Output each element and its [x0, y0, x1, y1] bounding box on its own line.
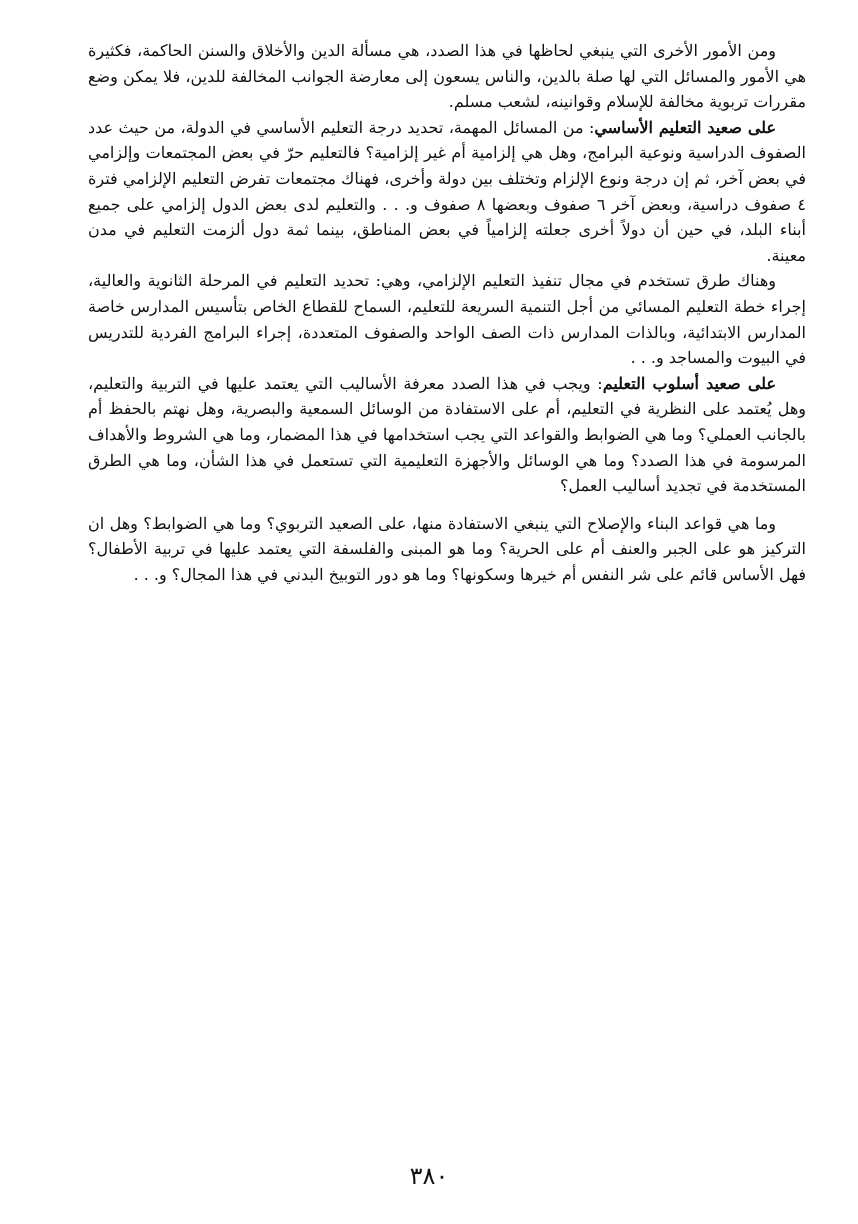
paragraph-basic-education	[88, 115, 806, 269]
paragraph-body-text: ومن الأمور الأخرى التي ينبغي لحاظها في هذا الصدد، هي مسألة الدين والأخلاق والسنن الحاكمة، فكثيرة هي الأمور والمسائل التي لها صلة بالدين، والناس يسعون إلى معارضة الجوانب المخالفة للدين، فلا يمكن وضع مقررات تربوية مخالفة للإسلام وقوانينه، لشعب مسلم.	[88, 41, 806, 112]
paragraph-lead-heading: على صعيد أسلوب التعليم	[602, 373, 777, 393]
paragraph-religion-ethics	[88, 38, 806, 115]
paragraph-body-text: : من المسائل المهمة، تحديد درجة التعليم الأساسي في الدولة، من حيث عدد الصفوف الدراسية ونوعية البرامج، وهل هي إلزامية أم غير إلزامية؟ فالتعليم حرّ في بعض المجتمعات وإلزامي في بعض آخر، ثم إن درجة ونوع الإلزام وتختلف بين دولة وأخرى، فهناك مجتمعات تفرض التعليم الإلزامي فترة ٤ صفوف دراسية، وبعض آخر ٦ صفوف وبعضها ٨ صفوف و. . . والتعليم لدى بعض الدول إلزامي على جميع أبناء البلد، في حين أن دولاً أخرى جعلته إلزامياً في بعض المناطق، بينما ثمة دول ألزمت التعليم في مدن معينة.	[88, 117, 806, 265]
paragraph-body-text: وما هي قواعد البناء والإصلاح التي ينبغي الاستفادة منها، على الصعيد التربوي؟ وما هي الضوابط؟ وهل ان التركيز هو على الجبر والعنف أم على الحرية؟ وما هو المبنى والفلسفة التي يعتمد عليها في تربية الأطفال؟ فهل الأساس قائم على شر النفس أم خيرها وسكونها؟ وما هو دور التوبيخ البدني في هذا المجال؟ و. . .	[88, 513, 806, 584]
page-number: ٣٨٠	[409, 1162, 449, 1190]
book-page	[88, 38, 806, 1198]
paragraph-teaching-style	[88, 371, 806, 499]
paragraph-body-text: وهناك طرق تستخدم في مجال تنفيذ التعليم الإلزامي، وهي: تحديد التعليم في المرحلة الثانوية والعالية، إجراء خطة التعليم المسائي من أجل التنمية السريعة للتعليم، السماح للقطاع الخاص بتأسيس المدارس خاصة المدارس الابتدائية، وبالذات المدارس ذات الصف الواحد والصفوف المتعددة، إجراء البرامج الفردية للتدريس في البيوت والمساجد و. . .	[88, 271, 806, 368]
paragraph-lead-heading: على صعيد التعليم الأساسي	[594, 117, 777, 137]
paragraph-reform-rules	[88, 511, 806, 588]
paragraph-compulsory-methods	[88, 268, 806, 370]
paragraph-body-text: : ويجب في هذا الصدد معرفة الأساليب التي يعتمد عليها في التربية والتعليم، وهل يُعتمد على النظرية في التعليم، أم على الاستفادة من الوسائل السمعية والبصرية، وهل نهتم بالحفظ أم بالجانب العملي؟ وما هي الضوابط والقواعد التي يجب استخدامها في هذا المضمار، وما هي الشروط والأهداف المرسومة في هذا الصدد؟ وما هي الوسائل والأجهزة التعليمية التي تستعمل في هذا الشأن، وما هي الطرق المستخدمة في تجديد أساليب العمل؟	[88, 373, 806, 496]
